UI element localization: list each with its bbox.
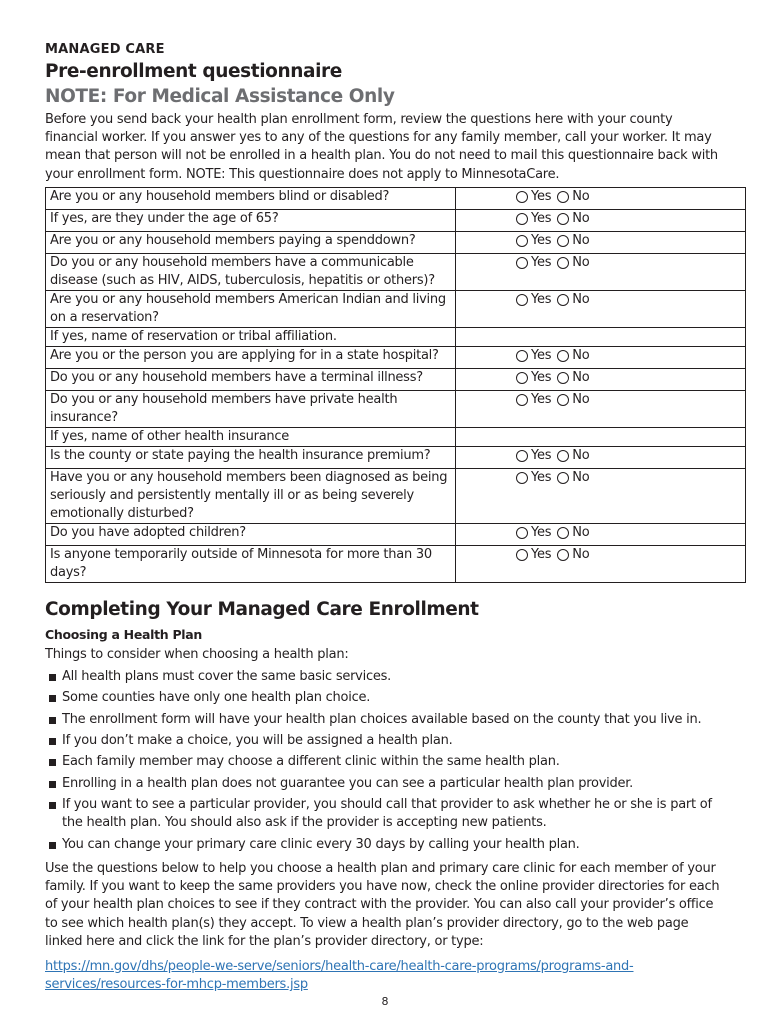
questionnaire-row <box>46 327 746 346</box>
no-option[interactable] <box>557 546 589 564</box>
no-label: No <box>572 469 590 485</box>
list-item-text: If you don’t make a choice, you will be assigned a health plan. <box>62 732 453 748</box>
answer-cell[interactable] <box>456 231 746 253</box>
list-item <box>45 732 728 750</box>
bullet-square-icon <box>49 759 56 766</box>
list-item-text: If you want to see a particular provider, you should call that provider to ask whether he or she is part of the health plan. You should also ask if the provider is accepting new patients. <box>62 797 712 831</box>
answer-cell[interactable] <box>456 468 746 523</box>
answer-cell[interactable] <box>456 390 746 427</box>
no-radio[interactable] <box>557 394 569 406</box>
answer-cell <box>456 427 746 446</box>
question-text: If yes, name of reservation or tribal affiliation. <box>46 327 456 346</box>
answer-cell[interactable] <box>456 346 746 368</box>
question-text: Do you or any household members have a terminal illness? <box>46 368 456 390</box>
list-item-text: Enrolling in a health plan does not guarantee you can see a particular health plan provider. <box>62 775 634 791</box>
enrollment-lead: Things to consider when choosing a health plan: <box>45 646 349 662</box>
no-option[interactable] <box>557 291 589 309</box>
question-text: Do you or any household members have private health insurance? <box>46 390 456 427</box>
yes-radio[interactable] <box>516 472 528 484</box>
note-heading: NOTE: For Medical Assistance Only <box>45 86 395 107</box>
question-text: If yes, name of other health insurance <box>46 427 456 446</box>
yes-radio[interactable] <box>516 372 528 384</box>
questionnaire-table <box>45 187 746 583</box>
yes-label: Yes <box>531 232 552 248</box>
answer-cell[interactable] <box>456 523 746 545</box>
no-option[interactable] <box>557 347 589 365</box>
no-label: No <box>572 291 590 307</box>
questionnaire-row <box>46 187 746 209</box>
yes-label: Yes <box>531 347 552 363</box>
answer-cell[interactable] <box>456 209 746 231</box>
no-label: No <box>572 447 590 463</box>
no-option[interactable] <box>557 447 589 465</box>
no-option[interactable] <box>557 524 589 542</box>
yes-radio[interactable] <box>516 549 528 561</box>
question-text: Have you or any household members been diagnosed as being seriously and persistently mentally ill or as being severely emotionally disturbed? <box>46 468 456 523</box>
no-option[interactable] <box>557 232 589 250</box>
no-label: No <box>572 546 590 562</box>
answer-cell[interactable] <box>456 290 746 327</box>
no-option[interactable] <box>557 188 589 206</box>
no-radio[interactable] <box>557 549 569 561</box>
answer-cell[interactable] <box>456 545 746 582</box>
question-text: Are you or any household members paying a spenddown? <box>46 231 456 253</box>
yes-radio[interactable] <box>516 294 528 306</box>
bullet-square-icon <box>49 695 56 702</box>
no-option[interactable] <box>557 254 589 272</box>
questionnaire-row <box>46 346 746 368</box>
no-label: No <box>572 188 590 204</box>
yes-option[interactable] <box>516 469 551 487</box>
yes-option[interactable] <box>516 291 551 309</box>
yes-option[interactable] <box>516 254 551 272</box>
list-item <box>45 668 728 686</box>
yes-label: Yes <box>531 447 552 463</box>
yes-label: Yes <box>531 210 552 226</box>
no-radio[interactable] <box>557 294 569 306</box>
page-number: 8 <box>381 995 389 1008</box>
yes-label: Yes <box>531 369 552 385</box>
considerations-list <box>45 668 728 854</box>
list-item <box>45 775 728 793</box>
list-item <box>45 689 728 707</box>
no-radio[interactable] <box>557 450 569 462</box>
intro-paragraph: Before you send back your health plan enrollment form, review the questions here with your county financial worker. If you answer yes to any of the questions for any family member, call your worker. It may mean that person will not be enrolled in a health plan. You do not need to mail this questionnaire back with your enrollment form. NOTE: This questionnaire does not apply to MinnesotaCare. <box>45 112 718 182</box>
yes-label: Yes <box>531 291 552 307</box>
content <box>45 42 728 994</box>
no-radio[interactable] <box>557 527 569 539</box>
question-text: If yes, are they under the age of 65? <box>46 209 456 231</box>
list-item-text: Each family member may choose a different clinic within the same health plan. <box>62 754 560 770</box>
no-radio[interactable] <box>557 257 569 269</box>
list-item <box>45 836 728 854</box>
answer-cell[interactable] <box>456 368 746 390</box>
no-option[interactable] <box>557 391 589 409</box>
providers-paragraph: Use the questions below to help you choose a health plan and primary care clinic for each member of your family. If you want to keep the same providers you have now, check the online provider directories for each of your health plan choices to see if they contract with the provider. You can also call your provider’s office to see which health plan(s) they accept. To view a health plan’s provider directory, go to the web page linked here and click the link for the plan’s provider directory, or type: <box>45 860 720 950</box>
list-item <box>45 753 728 771</box>
questionnaire-row <box>46 427 746 446</box>
list-item-text: You can change your primary care clinic every 30 days by calling your health plan. <box>62 836 580 852</box>
yes-label: Yes <box>531 524 552 540</box>
no-label: No <box>572 369 590 385</box>
yes-option[interactable] <box>516 447 551 465</box>
no-radio[interactable] <box>557 191 569 203</box>
bullet-square-icon <box>49 738 56 745</box>
no-label: No <box>572 232 590 248</box>
questionnaire-row <box>46 290 746 327</box>
questionnaire-row <box>46 231 746 253</box>
questionnaire-row <box>46 209 746 231</box>
answer-cell <box>456 327 746 346</box>
enrollment-heading: Completing Your Managed Care Enrollment <box>45 598 479 620</box>
no-radio[interactable] <box>557 472 569 484</box>
answer-cell[interactable] <box>456 446 746 468</box>
question-text: Is anyone temporarily outside of Minnesota for more than 30 days? <box>46 545 456 582</box>
questionnaire-row <box>46 253 746 290</box>
no-label: No <box>572 347 590 363</box>
bullet-square-icon <box>49 674 56 681</box>
yes-label: Yes <box>531 254 552 270</box>
bullet-square-icon <box>49 802 56 809</box>
page-title: Pre-enrollment questionnaire <box>45 61 342 82</box>
question-text: Do you or any household members have a communicable disease (such as HIV, AIDS, tuberculosis, hepatitis or others)? <box>46 253 456 290</box>
bullet-square-icon <box>49 717 56 724</box>
question-text: Are you or any household members American Indian and living on a reservation? <box>46 290 456 327</box>
bullet-square-icon <box>49 842 56 849</box>
yes-radio[interactable] <box>516 213 528 225</box>
list-item <box>45 711 728 729</box>
no-radio[interactable] <box>557 235 569 247</box>
answer-cell[interactable] <box>456 253 746 290</box>
yes-label: Yes <box>531 188 552 204</box>
questionnaire-row <box>46 523 746 545</box>
yes-radio[interactable] <box>516 191 528 203</box>
questionnaire-row <box>46 468 746 523</box>
question-text: Are you or any household members blind or disabled? <box>46 187 456 209</box>
question-text: Is the county or state paying the health insurance premium? <box>46 446 456 468</box>
questionnaire-row <box>46 446 746 468</box>
no-label: No <box>572 210 590 226</box>
yes-option[interactable] <box>516 188 551 206</box>
questionnaire-row <box>46 390 746 427</box>
no-option[interactable] <box>557 369 589 387</box>
yes-option[interactable] <box>516 347 551 365</box>
provider-directory-link[interactable]: https://mn.gov/dhs/people-we-serve/seniors/health-care/health-care-programs/programs-and-services/resources-for-mhcp-members.jsp <box>45 958 634 992</box>
no-radio[interactable] <box>557 372 569 384</box>
list-item <box>45 796 728 832</box>
yes-radio[interactable] <box>516 257 528 269</box>
enrollment-subheading: Choosing a Health Plan <box>45 626 203 642</box>
list-item-text: Some counties have only one health plan choice. <box>62 690 371 706</box>
yes-radio[interactable] <box>516 450 528 462</box>
no-option[interactable] <box>557 210 589 228</box>
yes-label: Yes <box>531 469 552 485</box>
yes-option[interactable] <box>516 369 551 387</box>
yes-radio[interactable] <box>516 350 528 362</box>
yes-radio[interactable] <box>516 527 528 539</box>
no-label: No <box>572 524 590 540</box>
question-text: Do you have adopted children? <box>46 523 456 545</box>
questionnaire-row <box>46 545 746 582</box>
yes-radio[interactable] <box>516 235 528 247</box>
no-option[interactable] <box>557 469 589 487</box>
no-label: No <box>572 254 590 270</box>
yes-option[interactable] <box>516 546 551 564</box>
questionnaire-row <box>46 368 746 390</box>
yes-label: Yes <box>531 391 552 407</box>
list-item-text: The enrollment form will have your health plan choices available based on the county that you live in. <box>62 711 702 727</box>
answer-cell[interactable] <box>456 187 746 209</box>
question-text: Are you or the person you are applying for in a state hospital? <box>46 346 456 368</box>
no-label: No <box>572 391 590 407</box>
bullet-square-icon <box>49 781 56 788</box>
yes-option[interactable] <box>516 524 551 542</box>
yes-option[interactable] <box>516 232 551 250</box>
no-radio[interactable] <box>557 213 569 225</box>
yes-option[interactable] <box>516 210 551 228</box>
section-eyebrow: MANAGED CARE <box>45 42 165 57</box>
yes-option[interactable] <box>516 391 551 409</box>
yes-label: Yes <box>531 546 552 562</box>
list-item-text: All health plans must cover the same basic services. <box>62 668 392 684</box>
no-radio[interactable] <box>557 350 569 362</box>
yes-radio[interactable] <box>516 394 528 406</box>
